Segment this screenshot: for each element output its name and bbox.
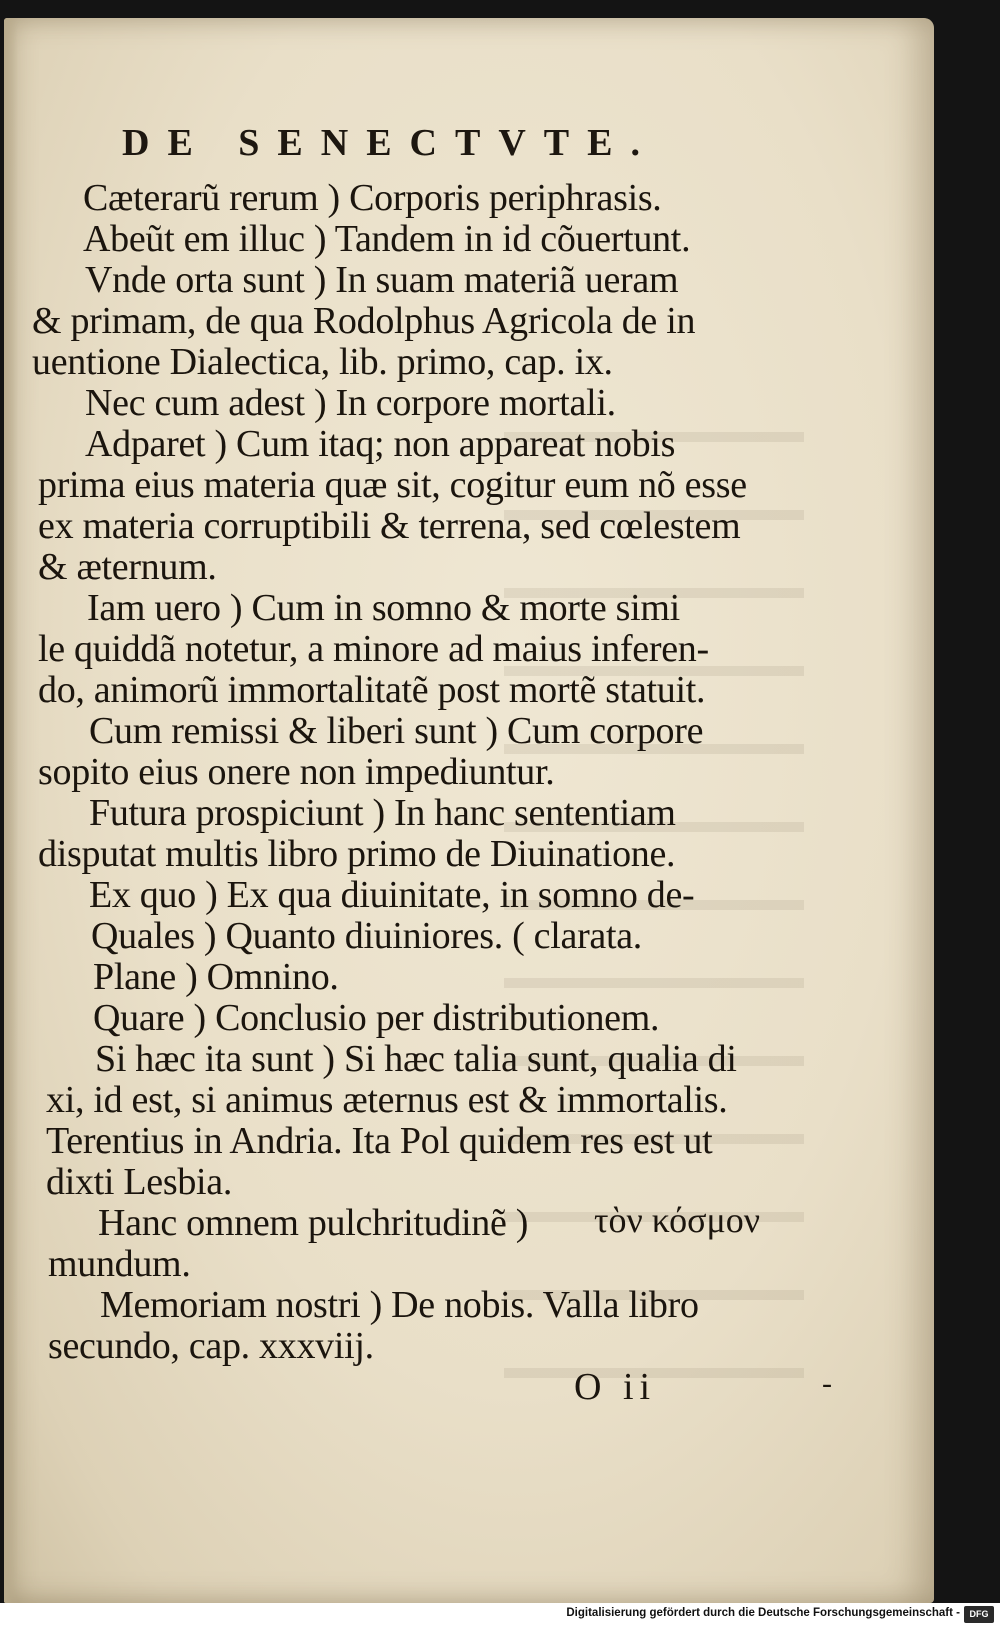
- text-line: uentione Dialectica, lib. primo, cap. ix.: [32, 341, 613, 383]
- text-line: Quare ) Conclusio per distributionem.: [93, 997, 660, 1039]
- text-line: Cum remissi & liberi sunt ) Cum corpore: [89, 710, 704, 752]
- text-line: Terentius in Andria. Ita Pol quidem res est ut: [46, 1120, 713, 1162]
- text-line: Iam uero ) Cum in somno & morte simi: [87, 587, 680, 629]
- text-line: Quales ) Quanto diuiniores. ( clarata.: [91, 915, 643, 957]
- text-line: & primam, de qua Rodolphus Agricola de in: [32, 300, 696, 342]
- text-line: Vnde orta sunt ) In suam materiã ueram: [85, 259, 679, 301]
- text-line: Nec cum adest ) In corpore mortali.: [85, 382, 616, 424]
- text-line: mundum.: [48, 1243, 191, 1285]
- text-line: Memoriam nostri ) De nobis. Valla libro: [100, 1284, 699, 1326]
- text-line: Adparet ) Cum itaq; non appareat nobis: [85, 423, 676, 465]
- dfg-logo: DFG: [964, 1606, 994, 1623]
- catchword-mark: -: [822, 1367, 832, 1400]
- text-line: xi, id est, si animus æternus est & immortalis.: [46, 1079, 728, 1121]
- funding-notice: Digitalisierung gefördert durch die Deutsche Forschungsgemeinschaft -: [566, 1607, 960, 1619]
- book-page: [4, 18, 934, 1603]
- text-line: prima eius materia quæ sit, cogitur eum nõ esse: [38, 464, 747, 506]
- text-line: dixti Lesbia.: [46, 1161, 233, 1203]
- signature-mark: O ii: [574, 1366, 657, 1408]
- text-line: ex materia corruptibili & terrena, sed cœlestem: [38, 505, 741, 547]
- text-line: le quiddã notetur, a minore ad maius inferen-: [38, 628, 709, 670]
- text-line: Si hæc ita sunt ) Si hæc talia sunt, qualia di: [95, 1038, 737, 1080]
- digitization-footer: [0, 1603, 1000, 1629]
- text-line: Futura prospiciunt ) In hanc sententiam: [89, 792, 676, 834]
- text-line: disputat multis libro primo de Diuinatione.: [38, 833, 676, 875]
- text-line: Cæterarũ rerum ) Corporis periphrasis.: [83, 177, 662, 219]
- text-line: secundo, cap. xxxviij.: [48, 1325, 374, 1367]
- text-line: Plane ) Omnino.: [93, 956, 339, 998]
- text-line: Hanc omnem pulchritudinẽ ): [98, 1202, 529, 1244]
- text-line: sopito eius onere non impediuntur.: [38, 751, 555, 793]
- text-line: Abeũt em illuc ) Tandem in id cõuertunt.: [83, 218, 691, 260]
- text-line: Ex quo ) Ex qua diuinitate, in somno de-: [89, 874, 695, 916]
- text-line: do, animorũ immortalitatẽ post mortẽ statuit.: [38, 669, 706, 711]
- running-head: DE SENECTVTE.: [122, 122, 658, 164]
- text-line: & æternum.: [38, 546, 217, 588]
- page-gutter: [4, 18, 18, 1603]
- greek-gloss: τὸν κόσμον: [594, 1200, 761, 1240]
